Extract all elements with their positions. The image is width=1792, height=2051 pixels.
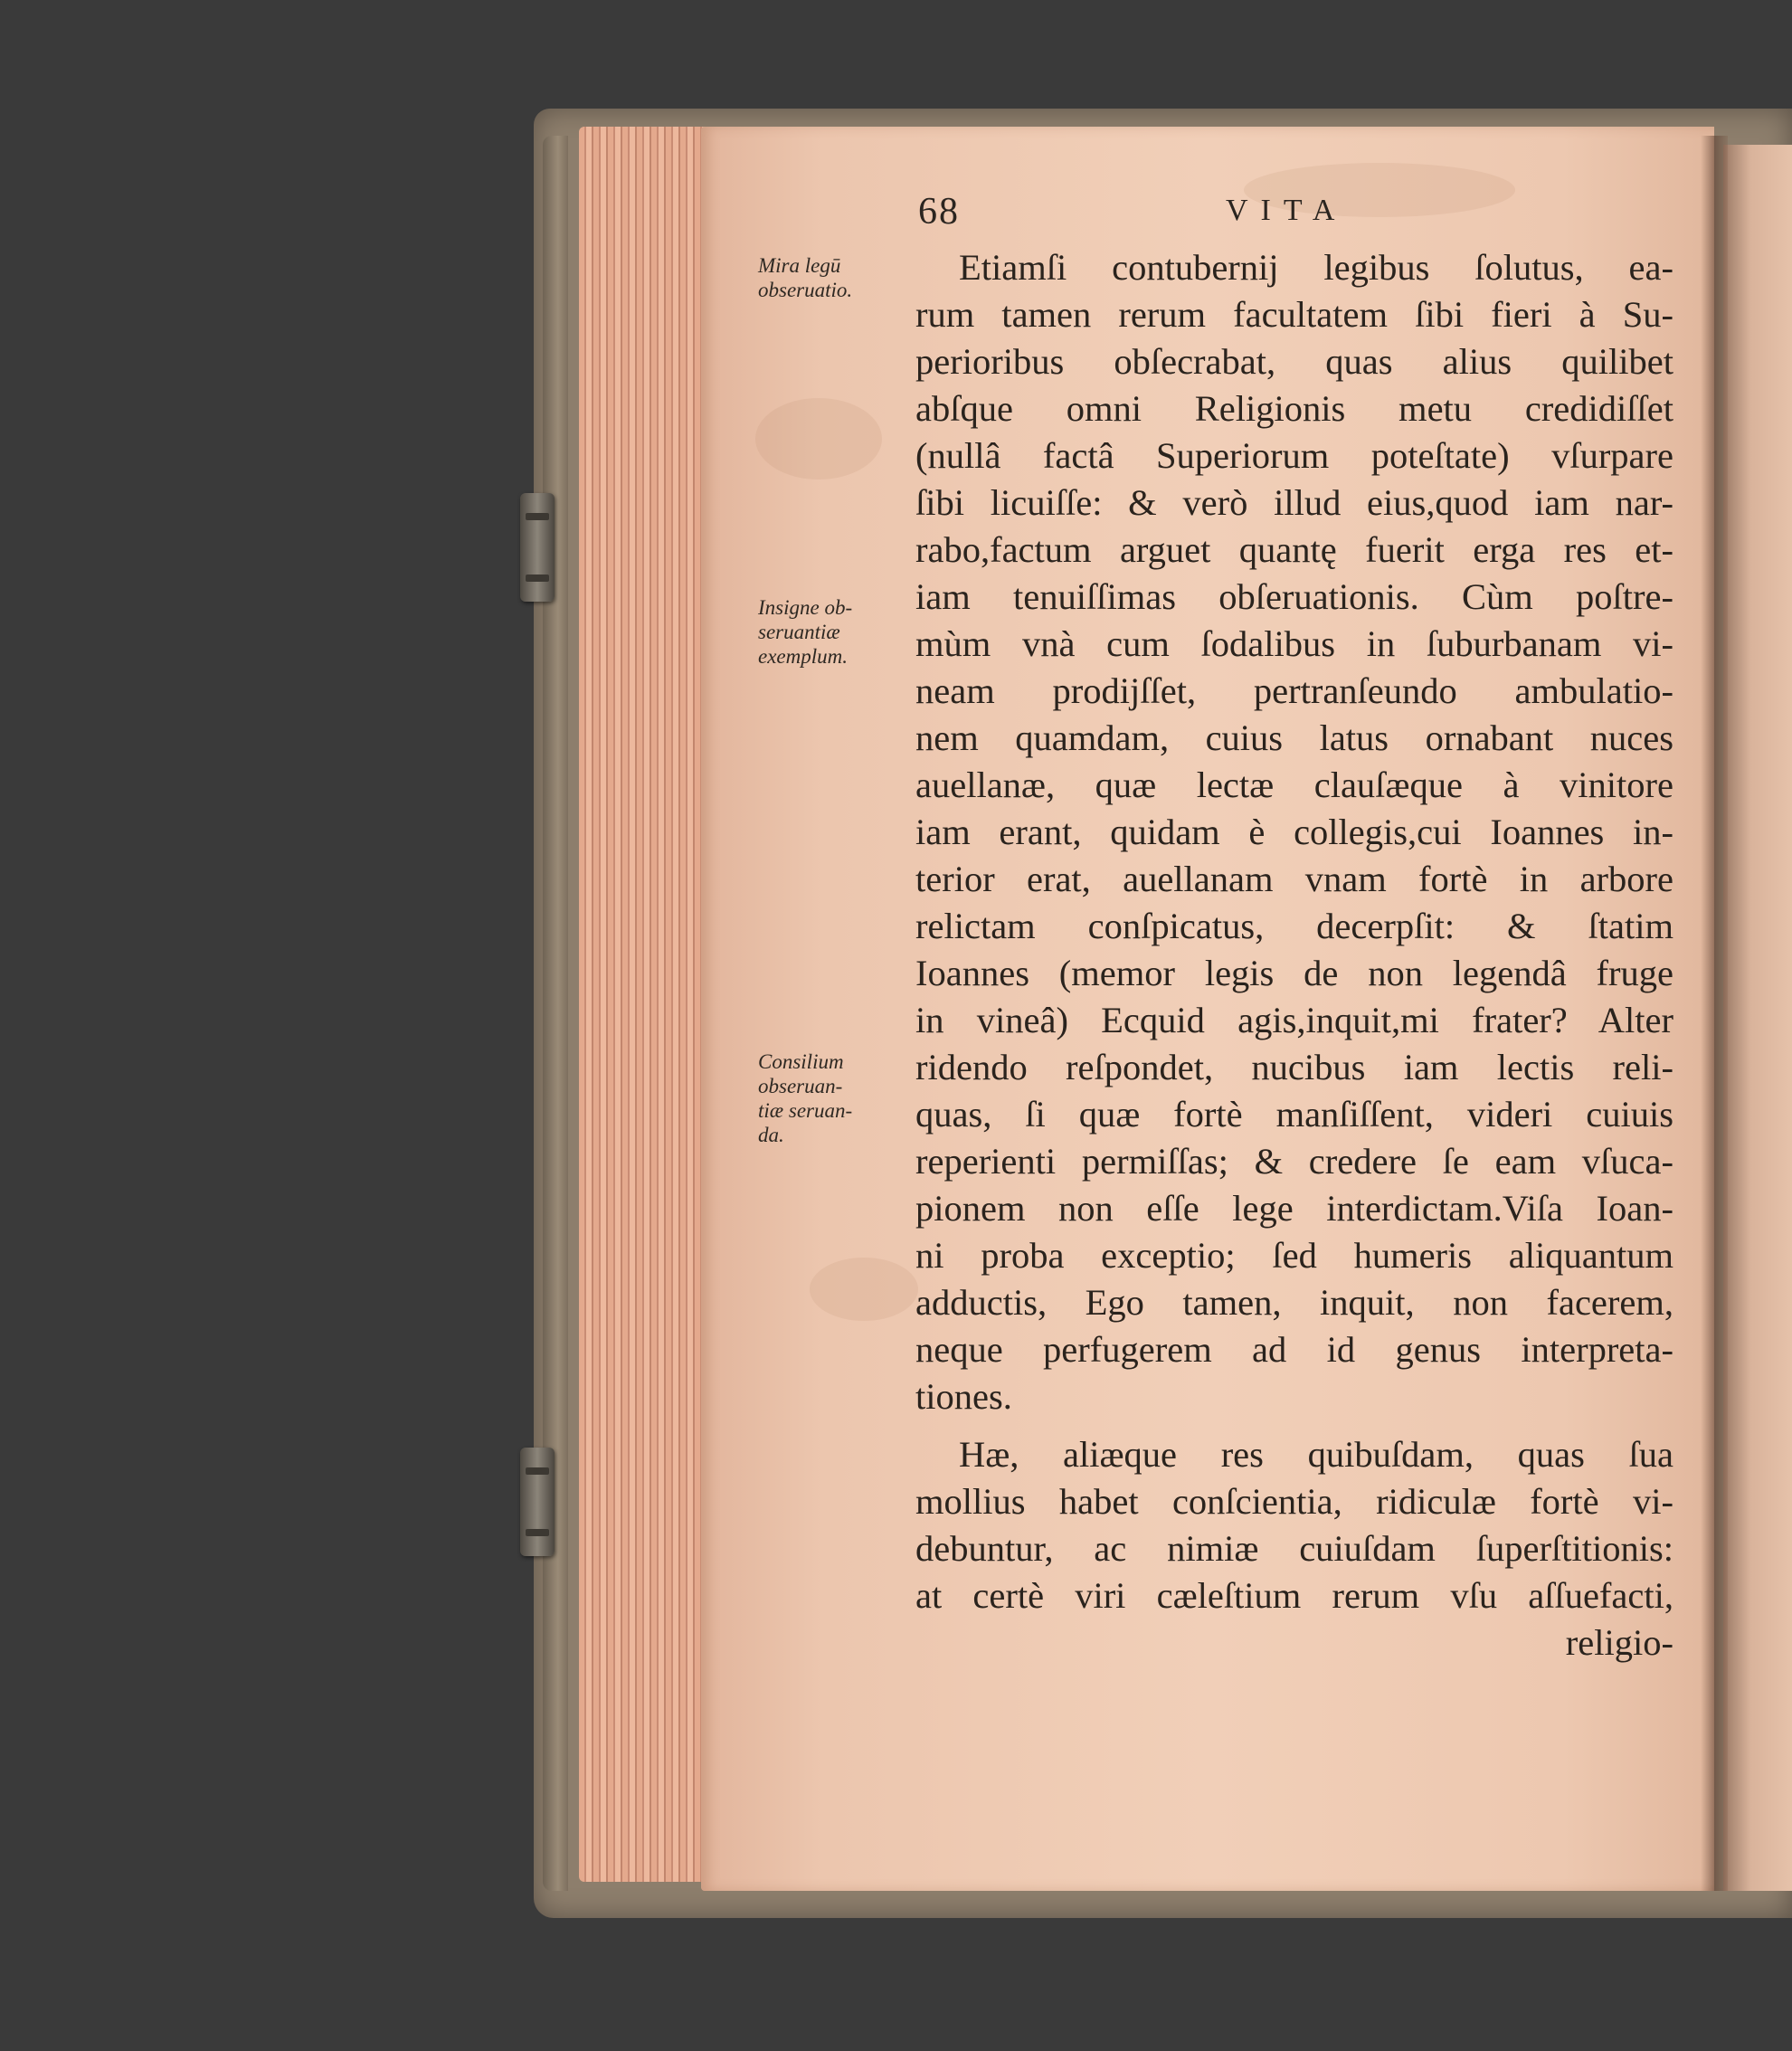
margin-note-line: seruantiæ bbox=[758, 621, 840, 643]
text-line: tiones. bbox=[915, 1376, 1012, 1417]
catchword: religio- bbox=[1565, 1622, 1673, 1663]
text-line: neque perfugerem ad id genus interpreta- bbox=[915, 1329, 1673, 1370]
book-spine-edge bbox=[543, 136, 568, 1891]
text-line: in vineâ) Ecquid agis,inquit,mi frater? Alter bbox=[915, 1000, 1673, 1040]
margin-note-2 bbox=[758, 595, 912, 669]
margin-note-line: da. bbox=[758, 1124, 784, 1146]
page-stain bbox=[810, 1258, 918, 1321]
text-line: Etiamſi contubernij legibus ſolutus, ea- bbox=[959, 247, 1673, 288]
page-stain bbox=[755, 398, 882, 480]
text-line: relictam conſpicatus, decerpſit: & ſtatim bbox=[915, 906, 1673, 946]
upper-clasp bbox=[520, 493, 555, 602]
facing-page-edge bbox=[1723, 145, 1792, 1891]
text-line: at certè viri cæleſtium rerum vſu aſſuefacti, bbox=[915, 1575, 1673, 1616]
text-line: mùm vnà cum ſodalibus in ſuburbanam vi- bbox=[915, 623, 1673, 664]
gutter-shadow bbox=[1701, 136, 1728, 1891]
margin-note-line: tiæ seruan- bbox=[758, 1099, 853, 1122]
text-line: nem quamdam, cuius latus ornabant nuces bbox=[915, 717, 1673, 758]
margin-note-line: Consilium bbox=[758, 1050, 844, 1073]
text-line: quas, ſi quæ fortè manſiſſent, videri cuiuis bbox=[915, 1094, 1673, 1135]
text-line: adductis, Ego tamen, inquit, non facerem, bbox=[915, 1282, 1673, 1323]
text-line: perioribus obſecrabat, quas alius quilibet bbox=[915, 341, 1673, 382]
body-text bbox=[915, 244, 1673, 1666]
margin-note-1 bbox=[758, 253, 912, 302]
margin-note-line: Mira legū bbox=[758, 254, 841, 277]
margin-note-3 bbox=[758, 1049, 912, 1147]
margin-note-line: exemplum. bbox=[758, 645, 848, 668]
margin-note-line: obseruatio. bbox=[758, 279, 853, 301]
page-number: 68 bbox=[918, 191, 960, 233]
text-line: iam erant, quidam è collegis,cui Ioannes in- bbox=[915, 812, 1673, 852]
text-line: neam prodijſſet, pertranſeundo ambulatio- bbox=[915, 670, 1673, 711]
text-line: pionem non eſſe lege interdictam.Viſa Ioan- bbox=[915, 1188, 1673, 1229]
text-line: ſibi licuiſſe: & verò illud eius,quod iam nar- bbox=[915, 482, 1673, 523]
text-line: ni proba exceptio; ſed humeris aliquantum bbox=[915, 1235, 1673, 1276]
text-line: rabo,factum arguet quantę fuerit erga res et- bbox=[915, 529, 1673, 570]
text-line: ridendo reſpondet, nucibus iam lectis reli- bbox=[915, 1047, 1673, 1087]
text-line: (nullâ factâ Superiorum poteſtate) vſurpare bbox=[915, 435, 1673, 476]
margin-note-line: obseruan- bbox=[758, 1075, 843, 1097]
margin-note-line: Insigne ob- bbox=[758, 596, 853, 619]
page-header bbox=[918, 190, 1660, 244]
page-edges bbox=[579, 127, 706, 1882]
text-line: Hæ, aliæque res quibuſdam, quas ſua bbox=[959, 1434, 1673, 1475]
text-line: terior erat, auellanam vnam fortè in arbore bbox=[915, 859, 1673, 899]
text-line: reperienti permiſſas; & credere ſe eam vſuca- bbox=[915, 1141, 1673, 1182]
text-line: auellanæ, quæ lectæ clauſæque à vinitore bbox=[915, 764, 1673, 805]
lower-clasp bbox=[520, 1448, 555, 1556]
text-line: abſque omni Religionis metu credidiſſet bbox=[915, 388, 1673, 429]
text-line: rum tamen rerum facultatem ſibi fieri à Su- bbox=[915, 294, 1673, 335]
text-line: debuntur, ac nimiæ cuiuſdam ſuperſtitionis: bbox=[915, 1528, 1673, 1569]
paragraph-gap bbox=[915, 1420, 1673, 1431]
text-line: mollius habet conſcientia, ridiculæ fortè vi- bbox=[915, 1481, 1673, 1522]
running-head: VITA bbox=[1226, 194, 1348, 227]
text-line: iam tenuiſſimas obſeruationis. Cùm poſtre- bbox=[915, 576, 1673, 617]
text-line: Ioannes (memor legis de non legendâ fruge bbox=[915, 953, 1673, 993]
